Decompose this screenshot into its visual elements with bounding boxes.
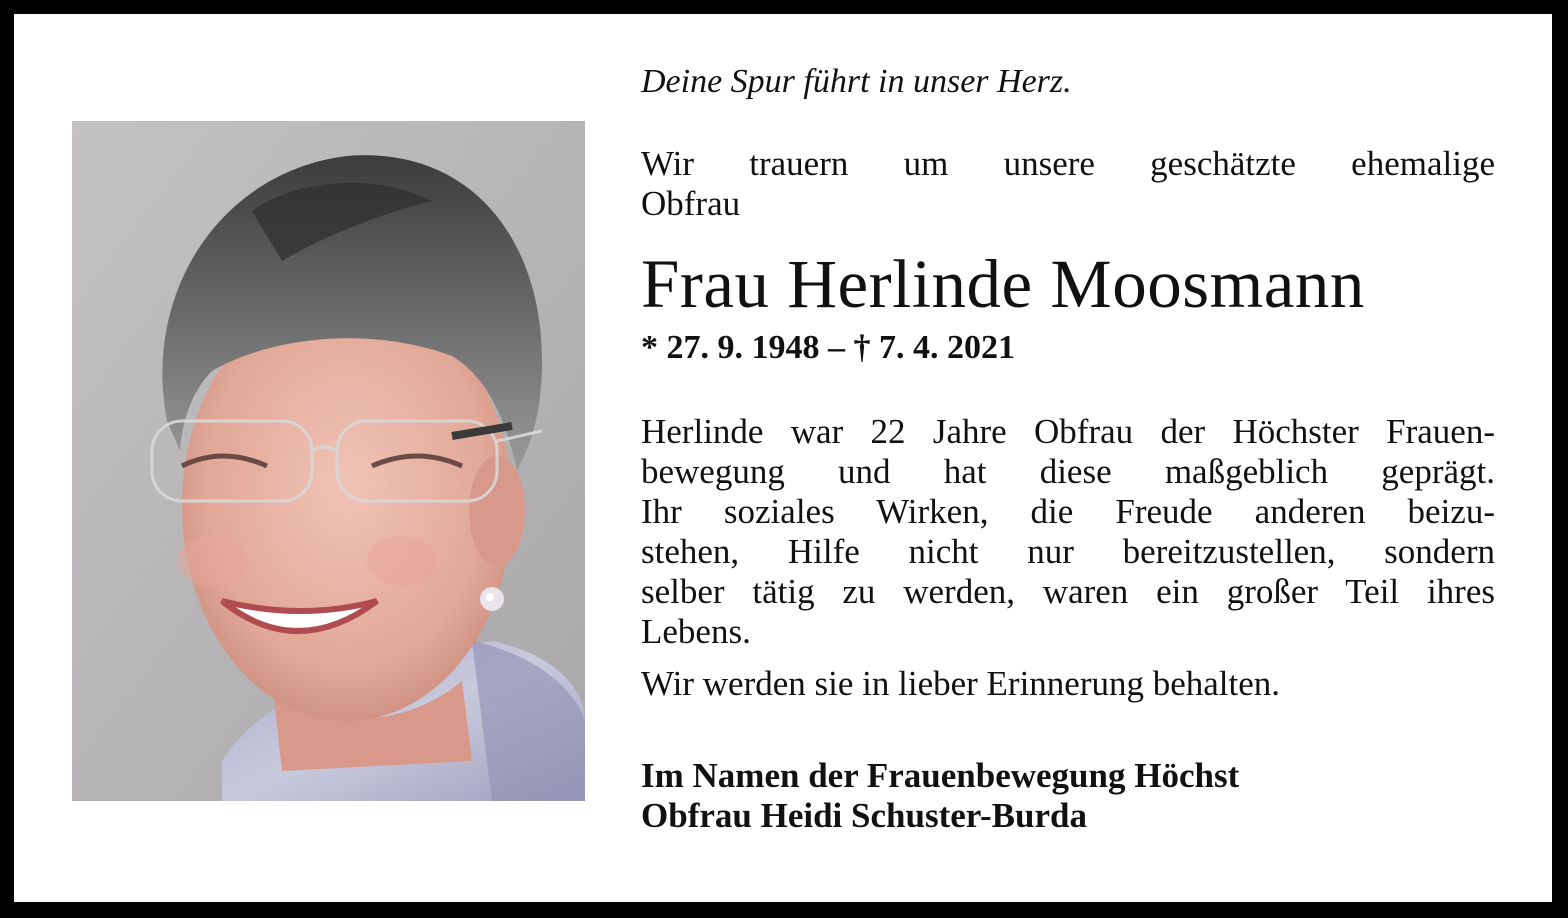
tribute-line: Lebens. xyxy=(641,612,751,651)
signature-line-2: Obfrau Heidi Schuster-Burda xyxy=(641,796,1087,835)
closing-line: Wir werden sie in lieber Erinnerung behalten. xyxy=(641,664,1281,703)
intro-line-1: Wir trauern um unsere geschätzte ehemalige xyxy=(641,144,1495,183)
tribute-text xyxy=(641,412,1495,652)
tribute-line: stehen, Hilfe nicht nur bereitzustellen, sondern xyxy=(641,532,1495,571)
portrait-photo xyxy=(72,121,585,801)
tribute-line: selber tätig zu werden, waren ein großer Teil ihres xyxy=(641,572,1495,611)
life-dates: * 27. 9. 1948 – † 7. 4. 2021 xyxy=(641,329,1015,366)
motto: Deine Spur führt in unser Herz. xyxy=(641,63,1072,100)
intro xyxy=(641,144,1495,224)
intro-line-2: Obfrau xyxy=(641,184,741,223)
tribute-line: Herlinde war 22 Jahre Obfrau der Höchster Frauen- xyxy=(641,412,1495,451)
signature-line-1: Im Namen der Frauenbewegung Höchst xyxy=(641,756,1240,795)
deceased-name: Frau Herlinde Moosmann xyxy=(641,246,1365,322)
signature xyxy=(641,756,1495,836)
tribute-line: bewegung und hat diese maßgeblich geprägt. xyxy=(641,452,1495,491)
obituary-card xyxy=(14,14,1552,902)
tribute-line: Ihr soziales Wirken, die Freude anderen beizu- xyxy=(641,492,1495,531)
obituary-text xyxy=(641,60,1495,836)
